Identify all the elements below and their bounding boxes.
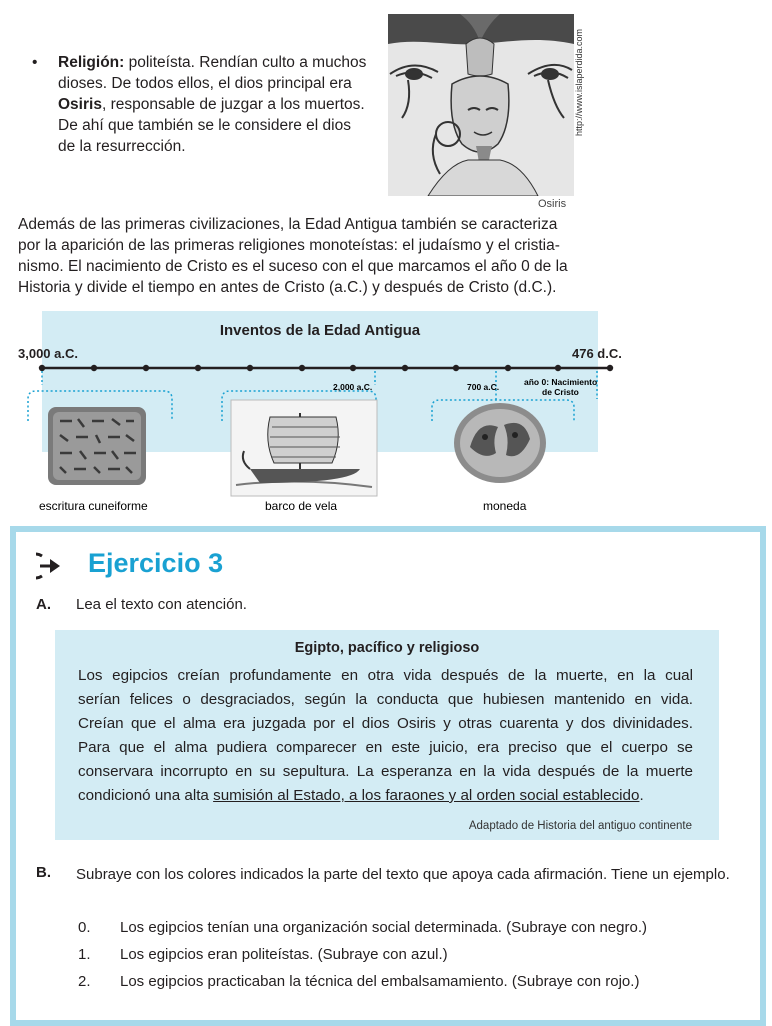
reading-body <box>78 664 693 808</box>
section-b-text: Subraye con los colores indicados la parte del texto que apoya cada afirmación. Tiene un ejemplo. <box>76 866 730 883</box>
reading-line: Creían que el alma era juzgada por el dios Osiris y otras cuarenta y dos divinidades. <box>78 715 693 732</box>
exercise-title: Ejercicio 3 <box>88 548 224 578</box>
marker-0-line2: de Cristo <box>542 387 579 397</box>
tick <box>195 365 201 371</box>
timeline-graphic <box>0 355 772 525</box>
timeline-title: Inventos de la Edad Antigua <box>219 322 421 339</box>
religion-label: Religión: <box>58 54 125 71</box>
tick <box>39 365 45 371</box>
tick <box>607 365 613 371</box>
coin-image <box>454 403 546 483</box>
tick <box>91 365 97 371</box>
tick <box>299 365 305 371</box>
tick <box>505 365 511 371</box>
reading-last-plain: condicionó una alta <box>78 787 214 804</box>
statement-text: Los egipcios tenían una organización social determinada. (Subraye con negro.) <box>120 919 647 936</box>
arrow-right-icon <box>36 552 64 580</box>
tick <box>143 365 149 371</box>
tick <box>453 365 459 371</box>
tick <box>247 365 253 371</box>
timeline-end: 476 d.C. <box>572 346 622 361</box>
osiris-name: Osiris <box>58 96 102 113</box>
caption-cuneiform: escritura cuneiforme <box>39 499 148 513</box>
statement-number: 2. <box>78 973 91 990</box>
osiris-image <box>388 14 574 196</box>
intro-line: Además de las primeras civilizaciones, la Edad Antigua también se caracteriza <box>18 216 558 233</box>
tick <box>555 365 561 371</box>
reading-underlined-example: sumisión al Estado, a los faraones y al orden social establecido <box>213 787 640 804</box>
religion-bullet <box>32 52 372 157</box>
caption-sailboat: barco de vela <box>265 499 338 513</box>
reading-line: Para que el alma pudiera comparecer en este juicio, era preciso que el cuerpo se <box>78 739 693 756</box>
osiris-credit-text: http://www.islaperdida.com <box>574 28 584 136</box>
cuneiform-image <box>48 407 146 485</box>
religion-text <box>58 52 372 157</box>
intro-line: Historia y divide el tiempo en antes de Cristo (a.C.) y después de Cristo (d.C.). <box>18 279 557 296</box>
reading-line: Los egipcios creían profundamente en otra vida después de la muerte, en la cual <box>78 667 693 684</box>
statement-number: 0. <box>78 919 91 936</box>
reading-line: conservara incorrupto en su sepultura. La esperanza en la vida después de la muerte <box>78 763 693 780</box>
marker-700: 700 a.C. <box>467 382 500 392</box>
religion-part1: politeísta. Rendían culto a muchos dioses. De todos ellos, el dios principal era <box>58 54 367 92</box>
intro-paragraph <box>18 214 590 298</box>
marker-0-line1: año 0: Nacimiento <box>524 377 598 387</box>
reading-title: Egipto, pacífico y religioso <box>294 640 480 656</box>
sailboat-image <box>231 400 377 496</box>
statement-text: Los egipcios practicaban la técnica del embalsamamiento. (Subraye con rojo.) <box>120 973 640 990</box>
statement-text: Los egipcios eran politeístas. (Subraye con azul.) <box>120 946 448 963</box>
section-a-mark: A. <box>36 596 51 613</box>
section-a-text: Lea el texto con atención. <box>76 596 247 613</box>
religion-part2: , responsable de juzgar a los muertos. De ahí que también se le considere el dios de la resurrección. <box>58 96 365 155</box>
bullet-dot: • <box>32 54 38 71</box>
timeline-start: 3,000 a.C. <box>18 346 78 361</box>
intro-line: nismo. El nacimiento de Cristo es el suceso con el que marcamos el año 0 de la <box>18 258 568 275</box>
marker-2000: 2,000 a.C. <box>333 382 373 392</box>
reading-line: serían felices o desgraciados, según la conducta que hubiesen mantenido en vida. <box>78 691 693 708</box>
reading-line-last <box>78 784 693 808</box>
reading-last-end: . <box>639 787 644 804</box>
caption-coin: moneda <box>483 499 527 513</box>
section-b-mark: B. <box>36 864 51 881</box>
tick <box>350 365 356 371</box>
osiris-caption: Osiris <box>538 198 567 210</box>
intro-line: por la aparición de las primeras religiones monoteístas: el judaísmo y el cristia- <box>18 237 560 254</box>
osiris-credit <box>570 20 588 138</box>
tick <box>402 365 408 371</box>
reading-source: Adaptado de Historia del antiguo continente <box>468 820 692 832</box>
statement-number: 1. <box>78 946 91 963</box>
